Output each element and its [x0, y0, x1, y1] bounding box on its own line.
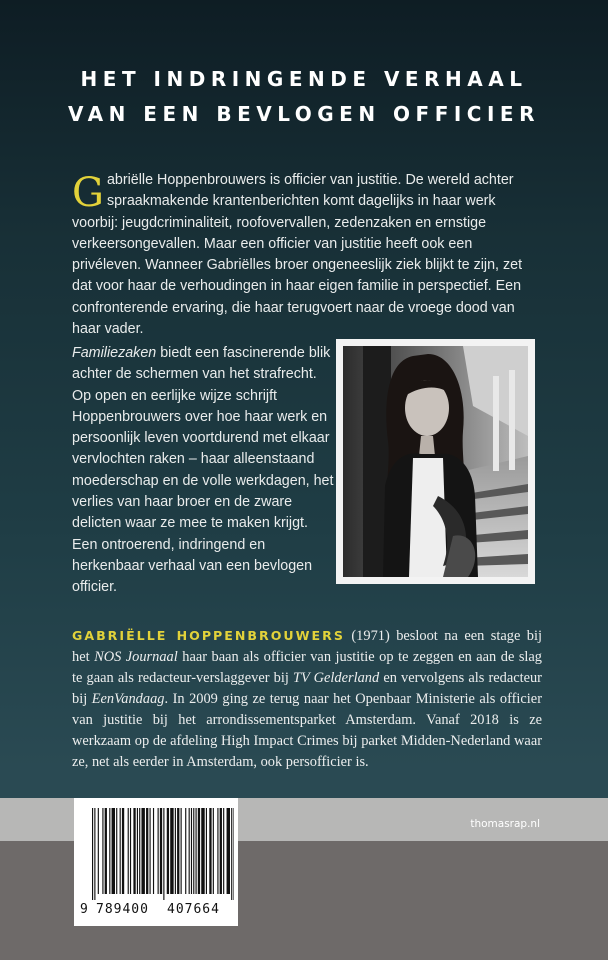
barcode-bar: [102, 808, 103, 894]
bio-eenvandaag: EenVandaag: [91, 691, 165, 707]
barcode-bar: [227, 808, 230, 894]
barcode-digits-group-1: 789400: [96, 902, 149, 917]
barcode-bar: [153, 808, 154, 894]
barcode-digits: [74, 902, 238, 924]
barcode-bar: [105, 808, 107, 894]
barcode-bar: [177, 808, 179, 894]
author-photo-frame: [336, 339, 535, 584]
barcode-bar: [158, 808, 159, 894]
barcode-bar: [220, 808, 222, 894]
barcode-bar: [133, 808, 135, 894]
barcode-bar: [201, 808, 204, 894]
author-photo-illustration: [343, 346, 528, 577]
barcode-bar: [233, 808, 234, 900]
barcode-bar: [209, 808, 211, 894]
barcode-bar: [206, 808, 207, 894]
barcode-bar: [160, 808, 162, 894]
barcode-bar: [139, 808, 140, 894]
barcode-bar: [193, 808, 194, 894]
barcode-bar: [141, 808, 144, 894]
barcode-bar: [223, 808, 224, 894]
barcode-bar: [170, 808, 173, 894]
barcode-bar: [128, 808, 129, 894]
author-bio: [72, 625, 542, 773]
barcode-bar: [163, 808, 164, 900]
barcode-bar: [191, 808, 192, 894]
headline-line-1: HET INDRINGENDE VERHAAL: [80, 67, 528, 91]
description-paragraph: [72, 343, 334, 599]
barcode-bar: [175, 808, 176, 894]
barcode-bar: [196, 808, 197, 894]
headline-line-2: VAN EEN BEVLOGEN OFFICIER: [68, 102, 540, 126]
barcode-bar: [213, 808, 214, 894]
barcode-bar: [231, 808, 232, 900]
barcode-bar: [94, 808, 95, 900]
barcode-bar: [137, 808, 138, 894]
barcode-bar: [109, 808, 110, 894]
barcode-bar: [122, 808, 124, 894]
publisher-url: thomasrap.nl: [470, 818, 540, 830]
barcode-bar: [120, 808, 121, 894]
barcode-bar: [150, 808, 151, 894]
barcode-digit-first: 9: [80, 902, 88, 917]
intro-paragraph: [72, 170, 542, 340]
author-photo: [343, 346, 528, 577]
barcode-bar: [116, 808, 117, 894]
drop-cap: G: [72, 170, 104, 216]
bio-text-3: en vervolgens als redacteur bij: [72, 670, 542, 707]
barcode-bar: [146, 808, 148, 894]
author-name: GABRIËLLE HOPPENBROUWERS: [72, 628, 345, 643]
bio-text-2: haar baan als officier van justitie op te zeggen en aan de slag te gaan als redacteur-verslaggever bij: [72, 649, 543, 686]
barcode-digits-group-2: 407664: [167, 902, 220, 917]
barcode-bar: [112, 808, 115, 894]
bio-text-1: (1971) besloot na een stage bij het: [72, 628, 542, 665]
intro-text: abriëlle Hoppenbrouwers is officier van justitie. De wereld achter spraakmakende krantenberichten komt dagelijks in haar werk voorbij: jeugdcriminaliteit, roofovervallen, zedenzaken en ernstige verkeersongevallen. Maar een officier van justitie heeft ook een privéleven. Wanneer Gabriëlles broer ongeneeslijk ziek blijkt te zijn, zet dat voor haar de verhoudingen in haar eigen familie in perspectief. Een confronterende ervaring, die haar terugvoert naar de vroege dood van haar vader.: [72, 172, 523, 338]
barcode-bar: [198, 808, 200, 894]
barcode: [74, 798, 238, 926]
barcode-bar: [130, 808, 131, 894]
barcode-bar: [189, 808, 190, 894]
barcode-bar: [185, 808, 186, 894]
headline: [0, 62, 608, 132]
bio-tv-gelderland: TV Gelderland: [292, 670, 380, 686]
barcode-bar: [98, 808, 99, 894]
bio-text-4: . In 2009 ging ze terug naar het Openbaar Ministerie als officier van justitie bij het arrondissementsparket Amsterdam. Vanaf 2018 is ze werkzaam op de afdeling High Impact Crimes bij parket Midden-Nederland waar ze, net als eerder in Amsterdam, ook persofficier is.: [72, 691, 542, 770]
description-text: biedt een fascinerende blik achter de schermen van het strafrecht. Op open en eerlijke wijze schrijft Hoppenbrouwers over hoe haar werk en persoonlijk leven voortdurend met elkaar vervlochten raken – haar alleenstaand moederschap en de volle werkdagen, het verlies van haar broer en de zware delicten waar ze mee te maken krijgt. Een ontroerend, indringend en herkenbaar verhaal van een bevlogen officier.: [72, 345, 334, 596]
book-title: Familiezaken: [72, 345, 157, 361]
bio-nos-journaal: NOS Journaal: [94, 649, 178, 665]
barcode-bar: [217, 808, 218, 894]
barcode-bars: [92, 808, 234, 900]
barcode-bar: [181, 808, 182, 894]
barcode-bar: [92, 808, 93, 900]
barcode-bar: [167, 808, 169, 894]
